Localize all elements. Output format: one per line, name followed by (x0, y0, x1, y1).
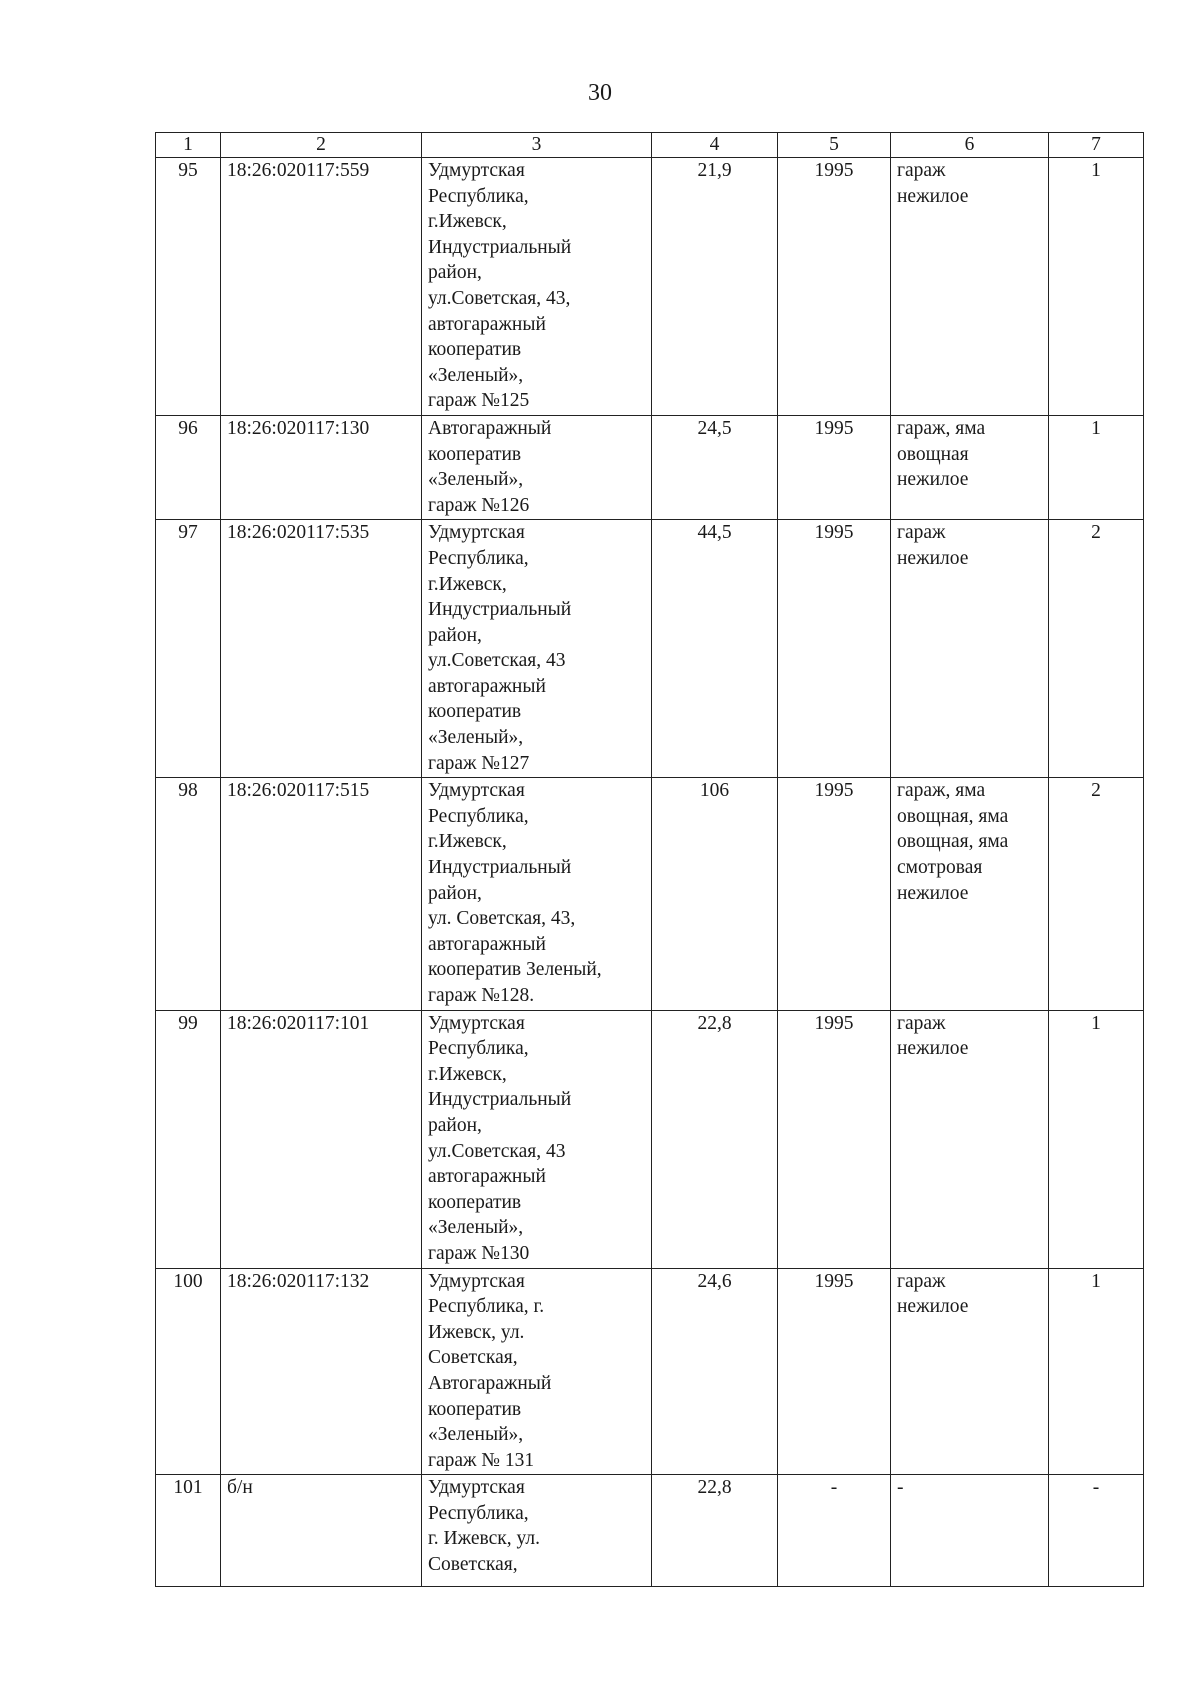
cadastral-number: 18:26:020117:132 (221, 1268, 422, 1475)
row-number: 99 (156, 1010, 221, 1268)
column-header-4: 4 (652, 133, 778, 158)
count: 1 (1049, 1010, 1144, 1268)
count: 1 (1049, 158, 1144, 416)
column-header-7: 7 (1049, 133, 1144, 158)
table-row (156, 1010, 1144, 1268)
address: Удмуртская Республика, г.Ижевск, Индустриальный район, ул.Советская, 43 автогаражный кооператив «Зеленый», гараж №127 (422, 520, 652, 778)
table-row (156, 158, 1144, 416)
count: - (1049, 1475, 1144, 1587)
cadastral-number: 18:26:020117:101 (221, 1010, 422, 1268)
cadastral-number: 18:26:020117:535 (221, 520, 422, 778)
purpose: гараж нежилое (891, 520, 1049, 778)
column-header-3: 3 (422, 133, 652, 158)
area: 44,5 (652, 520, 778, 778)
year: 1995 (778, 520, 891, 778)
purpose: гараж, яма овощная, яма овощная, яма смотровая нежилое (891, 778, 1049, 1010)
cadastral-number: 18:26:020117:559 (221, 158, 422, 416)
count: 1 (1049, 1268, 1144, 1475)
year: 1995 (778, 778, 891, 1010)
column-header-6: 6 (891, 133, 1049, 158)
purpose: гараж нежилое (891, 158, 1049, 416)
row-number: 96 (156, 415, 221, 519)
area: 24,5 (652, 415, 778, 519)
purpose: - (891, 1475, 1049, 1587)
year: - (778, 1475, 891, 1587)
year: 1995 (778, 158, 891, 416)
table-header-row (156, 133, 1144, 158)
column-header-5: 5 (778, 133, 891, 158)
year: 1995 (778, 415, 891, 519)
cadastral-number: 18:26:020117:130 (221, 415, 422, 519)
column-header-1: 1 (156, 133, 221, 158)
row-number: 97 (156, 520, 221, 778)
year: 1995 (778, 1268, 891, 1475)
table-row (156, 1268, 1144, 1475)
row-number: 98 (156, 778, 221, 1010)
count: 2 (1049, 520, 1144, 778)
table-row (156, 415, 1144, 519)
cadastral-number: 18:26:020117:515 (221, 778, 422, 1010)
cadastral-number: б/н (221, 1475, 422, 1587)
area: 21,9 (652, 158, 778, 416)
purpose: гараж нежилое (891, 1268, 1049, 1475)
table-row (156, 520, 1144, 778)
address: Удмуртская Республика, г.Ижевск, Индустриальный район, ул. Советская, 43, автогаражный кооператив Зеленый, гараж №128. (422, 778, 652, 1010)
area: 24,6 (652, 1268, 778, 1475)
row-number: 100 (156, 1268, 221, 1475)
row-number: 95 (156, 158, 221, 416)
area: 106 (652, 778, 778, 1010)
address: Удмуртская Республика, г.Ижевск, Индустриальный район, ул.Советская, 43 автогаражный кооператив «Зеленый», гараж №130 (422, 1010, 652, 1268)
row-number: 101 (156, 1475, 221, 1587)
address: Автогаражный кооператив «Зеленый», гараж №126 (422, 415, 652, 519)
column-header-2: 2 (221, 133, 422, 158)
count: 1 (1049, 415, 1144, 519)
table-row (156, 1475, 1144, 1587)
purpose: гараж нежилое (891, 1010, 1049, 1268)
address: Удмуртская Республика, г. Ижевск, ул. Советская, (422, 1475, 652, 1587)
page-number: 30 (588, 80, 612, 106)
property-registry-table (155, 132, 1144, 1587)
area: 22,8 (652, 1010, 778, 1268)
purpose: гараж, яма овощная нежилое (891, 415, 1049, 519)
count: 2 (1049, 778, 1144, 1010)
year: 1995 (778, 1010, 891, 1268)
address: Удмуртская Республика, г. Ижевск, ул. Советская, Автогаражный кооператив «Зеленый», гараж № 131 (422, 1268, 652, 1475)
address: Удмуртская Республика, г.Ижевск, Индустриальный район, ул.Советская, 43, автогаражный кооператив «Зеленый», гараж №125 (422, 158, 652, 416)
table-row (156, 778, 1144, 1010)
area: 22,8 (652, 1475, 778, 1587)
